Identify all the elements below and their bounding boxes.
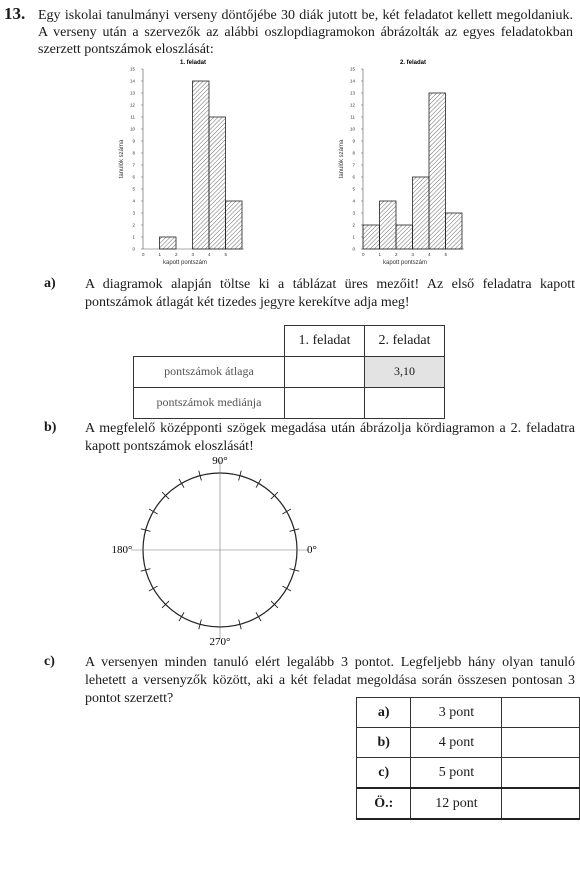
y-tick-label: 10 [129,126,135,132]
y-tick-label: 3 [352,210,355,216]
score-field-b[interactable] [502,728,580,758]
y-tick-label: 8 [132,150,135,156]
score-points-a: 3 pont [411,698,502,728]
x-tick-label: 1 [158,252,162,257]
scoring-table [356,697,580,820]
angle-label-90: 90° [212,455,228,467]
x-tick-label: 5 [444,252,448,257]
y-tick-label: 10 [349,126,355,132]
header-task-1: 1. feladat [285,326,365,357]
score-points-c: 5 pont [411,758,502,789]
y-tick-label: 8 [352,150,355,156]
y-tick-label: 14 [349,78,355,84]
score-key-total: Ö.: [357,788,411,819]
angle-label-0: 0° [307,544,317,556]
x-tick-label: 5 [224,252,228,257]
pie-chart-circle[interactable] [100,452,340,652]
angle-tick [282,586,291,591]
angle-tick [179,479,184,488]
bar-3 [413,177,430,249]
angle-label-180: 180° [111,544,133,556]
y-tick-label: 14 [129,78,135,84]
angle-tick [256,479,261,488]
angle-tick [282,509,291,514]
y-tick-label: 2 [132,222,135,228]
x-tick-label: 2 [174,252,178,257]
row-mean-label: pontszámok átlaga [134,356,285,387]
bar-5 [446,213,463,249]
x-tick-label: 3 [191,252,195,257]
results-table [133,325,445,419]
score-key-a: a) [357,698,411,728]
bar-4 [429,93,446,249]
y-tick-label: 13 [349,90,355,96]
part-a-label: a) [44,276,56,291]
bar-1 [380,201,397,249]
x-tick-label: 0 [141,252,145,257]
y-tick-label: 0 [352,246,355,252]
angle-tick [149,509,158,514]
x-tick-label: 2 [394,252,398,257]
y-tick-label: 9 [352,138,355,144]
y-tick-label: 13 [129,90,135,96]
angle-tick [179,612,184,621]
y-tick-label: 6 [352,174,355,180]
y-tick-label: 4 [352,198,355,204]
y-tick-label: 4 [132,198,135,204]
bar-0 [363,225,380,249]
y-tick-label: 12 [349,102,355,108]
y-tick-label: 1 [132,234,135,240]
part-a-text: A diagramok alapján töltse ki a táblázat üres mezőit! Az első feladatra kapott pontszámok átlagát két tizedes jegyre kerekítve adja meg! [85,277,575,310]
y-tick-label: 15 [349,66,355,72]
score-key-b: b) [357,728,411,758]
y-tick-label: 0 [132,246,135,252]
mean-task-1-cell[interactable] [285,356,365,387]
problem-number: 13. [4,4,26,23]
chart-title: 1. feladat [179,60,207,66]
angle-label-270: 270° [209,636,231,648]
score-points-b: 4 pont [411,728,502,758]
y-tick-label: 11 [130,114,135,120]
score-field-a[interactable] [502,698,580,728]
problem-intro: Egy iskolai tanulmányi verseny döntőjébe 30 diák jutott be, két feladatot kellett megoldaniuk. A verseny után a szervezők az alábbi oszlopdiagramokon ábrázolták az egyes feladatokban szerzett pontszámok eloszlását: [38,8,573,57]
x-tick-label: 4 [207,252,211,257]
chart-title: 2. feladat [399,60,427,66]
x-tick-label: 0 [361,252,365,257]
y-tick-label: 5 [132,186,135,192]
x-tick-label: 1 [378,252,382,257]
header-task-2: 2. feladat [365,326,445,357]
x-axis-label: kapott pontszám [382,260,428,266]
bar-2 [396,225,413,249]
angle-tick [149,586,158,591]
bar-4 [209,117,226,249]
score-field-c[interactable] [502,758,580,789]
x-axis-label: kapott pontszám [162,260,208,266]
y-tick-label: 7 [352,162,355,168]
y-tick-label: 11 [350,114,355,120]
row-median-label: pontszámok mediánja [134,387,285,418]
part-b-text: A megfelelő középponti szögek megadása után ábrázolja kördiagramon a 2. feladatra kapott pontszámok eloszlását! [85,421,575,454]
y-tick-label: 1 [352,234,355,240]
x-tick-label: 4 [427,252,431,257]
median-task-1-cell[interactable] [285,387,365,418]
score-points-total: 12 pont [411,788,502,819]
y-tick-label: 7 [132,162,135,168]
x-tick-label: 3 [411,252,415,257]
y-tick-label: 15 [129,66,135,72]
part-c-label: c) [44,654,55,669]
y-axis-label: tanulók száma [119,139,125,179]
y-tick-label: 2 [352,222,355,228]
score-field-total[interactable] [502,788,580,819]
angle-tick [256,612,261,621]
histogram-task-1 [105,56,265,271]
y-tick-label: 5 [352,186,355,192]
y-tick-label: 9 [132,138,135,144]
part-b-label: b) [44,420,57,435]
histogram-task-2 [325,56,485,271]
part-c-text: A versenyen minden tanuló elért legalább 3 pontot. Legfeljebb hány olyan tanuló lehetett a versenyzők között, aki a két feladat megoldása során összesen pontosan 3 pontot szerzett? [85,655,575,706]
bar-5 [226,201,243,249]
median-task-2-cell[interactable] [365,387,445,418]
score-key-c: c) [357,758,411,789]
bar-3 [193,81,210,249]
mean-task-2-cell: 3,10 [365,356,445,387]
y-axis-label: tanulók száma [339,139,345,179]
y-tick-label: 6 [132,174,135,180]
bar-1 [160,237,177,249]
y-tick-label: 3 [132,210,135,216]
y-tick-label: 12 [129,102,135,108]
